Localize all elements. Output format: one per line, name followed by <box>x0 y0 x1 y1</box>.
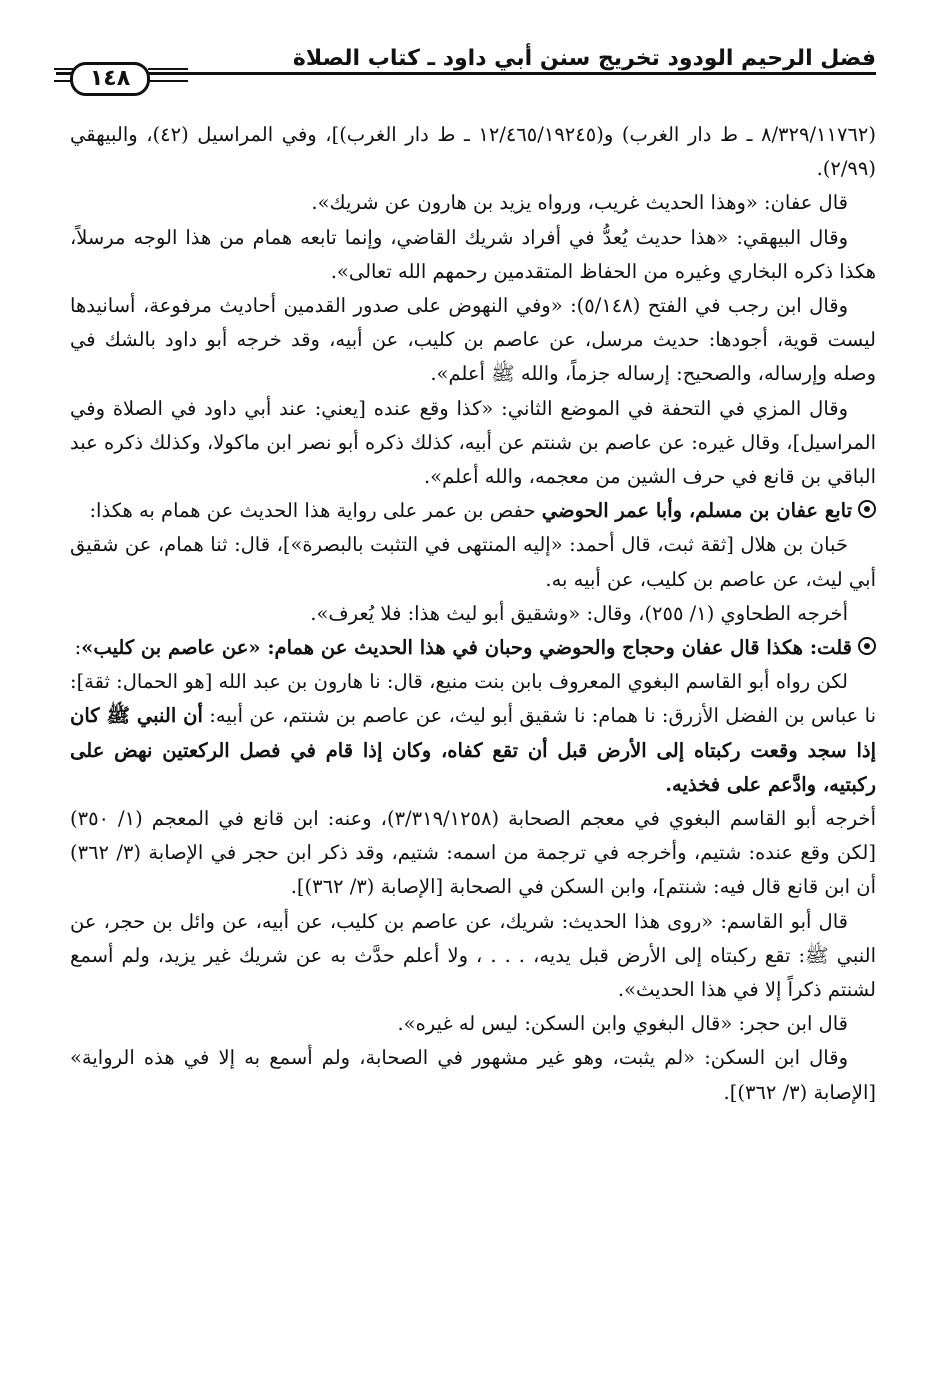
text-segment: حفص بن عمر على رواية هذا الحديث عن همام به هكذا: <box>89 499 542 523</box>
paragraph <box>70 392 876 495</box>
paragraph <box>70 665 876 802</box>
text-segment: لكن رواه أبو القاسم البغوي المعروف بابن بنت منيع، قال: نا هارون بن عبد الله [هو الحمال: ثقة]: نا عباس بن الفضل الأزرق: نا همام: نا شقيق أبو ليث، عن عاصم بن شنتم، عن أبيه: <box>70 670 876 728</box>
header-double-line-right <box>148 68 188 82</box>
paragraph <box>70 289 876 392</box>
text-segment: (٨/٣٢٩/١١٧٦٢ ـ ط دار الغرب) و(١٢/٤٦٥/١٩٢٤٥ ـ ط دار الغرب)]، وفي المراسيل (٤٢)، والبيهقي (٢/٩٩). <box>70 123 877 181</box>
paragraph <box>70 494 876 528</box>
emphasized-text: تابع عفان بن مسلم، وأبا عمر الحوضي <box>541 499 852 523</box>
body-text <box>70 118 876 1110</box>
text-segment: أخرجه الطحاوي (١/ ٢٥٥)، وقال: «وشقيق أبو ليث هذا: فلا يُعرف». <box>310 601 848 625</box>
text-segment: قال ابن حجر: «قال البغوي وابن السكن: ليس له غيره». <box>397 1012 848 1036</box>
text-segment: وقال ابن السكن: «لم يثبت، وهو غير مشهور في الصحابة، ولم أسمع به إلا في هذه الرواية» [الإصابة (٣/ ٣٦٢)]. <box>70 1046 876 1104</box>
text-segment: حَبان بن هلال [ثقة ثبت، قال أحمد: «إليه المنتهى في التثبت بالبصرة»]، قال: ثنا همام، عن شقيق أبي ليث، عن عاصم بن كليب، عن أبيه به. <box>70 533 876 591</box>
text-segment: وقال البيهقي: «هذا حديث يُعدُّ في أفراد شريك القاضي، وإنما تابعه همام من هذا الوجه مرسلاً، هكذا ذكره البخاري وغيره من الحفاظ المتقدمين رحمهم الله تعالى». <box>70 225 876 283</box>
text-segment: أخرجه أبو القاسم البغوي في معجم الصحابة (٣/٣١٩/١٢٥٨)، وعنه: ابن قانع في المعجم (١/ ٣٥٠) [لكن وقع عنده: شتيم، وأخرجه في ترجمة من اسمه: شتيم، وقد ذكر ابن حجر في الإصابة (٣/ ٣٦٢) أن ابن قانع قال فيه: شنتم]، وابن السكن في الصحابة [الإصابة (٣/ ٣٦٢)]. <box>70 807 876 899</box>
text-segment: وقال ابن رجب في الفتح (٥/١٤٨): «وفي النهوض على صدور القدمين أحاديث مرفوعة، أسانيدها ليست قوية، أجودها: حديث مرسل، عن عاصم بن كليب، عن أبيه، وقد خرجه أبو داود بالشك في وصله وإرساله، والصحيح: إرساله جزماً، والله ﷺ أعلم». <box>70 294 876 386</box>
text-segment: قال عفان: «وهذا الحديث غريب، ورواه يزيد بن هارون عن شريك». <box>311 191 848 215</box>
text-segment: وقال المزي في التحفة في الموضع الثاني: «كذا وقع عنده [يعني: عند أبي داود في الصلاة وفي المراسيل]، وقال غيره: عن عاصم بن شنتم عن أبيه، كذلك ذكره أبو نصر ابن ماكولا، وكذلك ذكره عبد الباقي بن قانع في حرف الشين من معجمه، والله أعلم». <box>70 396 876 489</box>
text-segment: قال أبو القاسم: «روى هذا الحديث: شريك، عن عاصم بن كليب، عن أبيه، عن وائل بن حجر، عن النبي ﷺ: تقع ركبتاه إلى الأرض قبل يديه، . . . ، ولا أعلم حدَّث به عن شريك غير يزيد، ولم أسمع لشنتم ذكراً إلا في هذا الحديث». <box>70 909 876 1002</box>
bullet-icon <box>858 637 876 655</box>
running-title: فضل الرحيم الودود تخريج سنن أبي داود ـ كتاب الصلاة <box>292 46 876 71</box>
paragraph <box>70 631 876 665</box>
paragraph <box>70 1041 876 1109</box>
paragraph <box>70 221 876 289</box>
emphasized-text: أن النبي ﷺ كان إذا سجد وقعت ركبتاه إلى الأرض قبل أن تقع كفاه، وكان إذا قام في فصل الركعتين نهض على ركبتيه، وادَّعم على فخذيه. <box>70 704 876 796</box>
paragraph <box>70 1007 876 1041</box>
paragraph <box>70 186 876 220</box>
page-number: ١٤٨ <box>70 62 150 96</box>
bullet-icon <box>858 500 876 518</box>
paragraph <box>70 802 876 905</box>
text-segment: : <box>74 636 82 660</box>
paragraph <box>70 905 876 1008</box>
paragraph <box>70 597 876 631</box>
emphasized-text: قلت: هكذا قال عفان وحجاج والحوضي وحبان في هذا الحديث عن همام: «عن عاصم بن كليب» <box>81 636 852 660</box>
paragraph <box>70 118 876 186</box>
page-header <box>56 40 876 110</box>
paragraph <box>70 528 876 596</box>
